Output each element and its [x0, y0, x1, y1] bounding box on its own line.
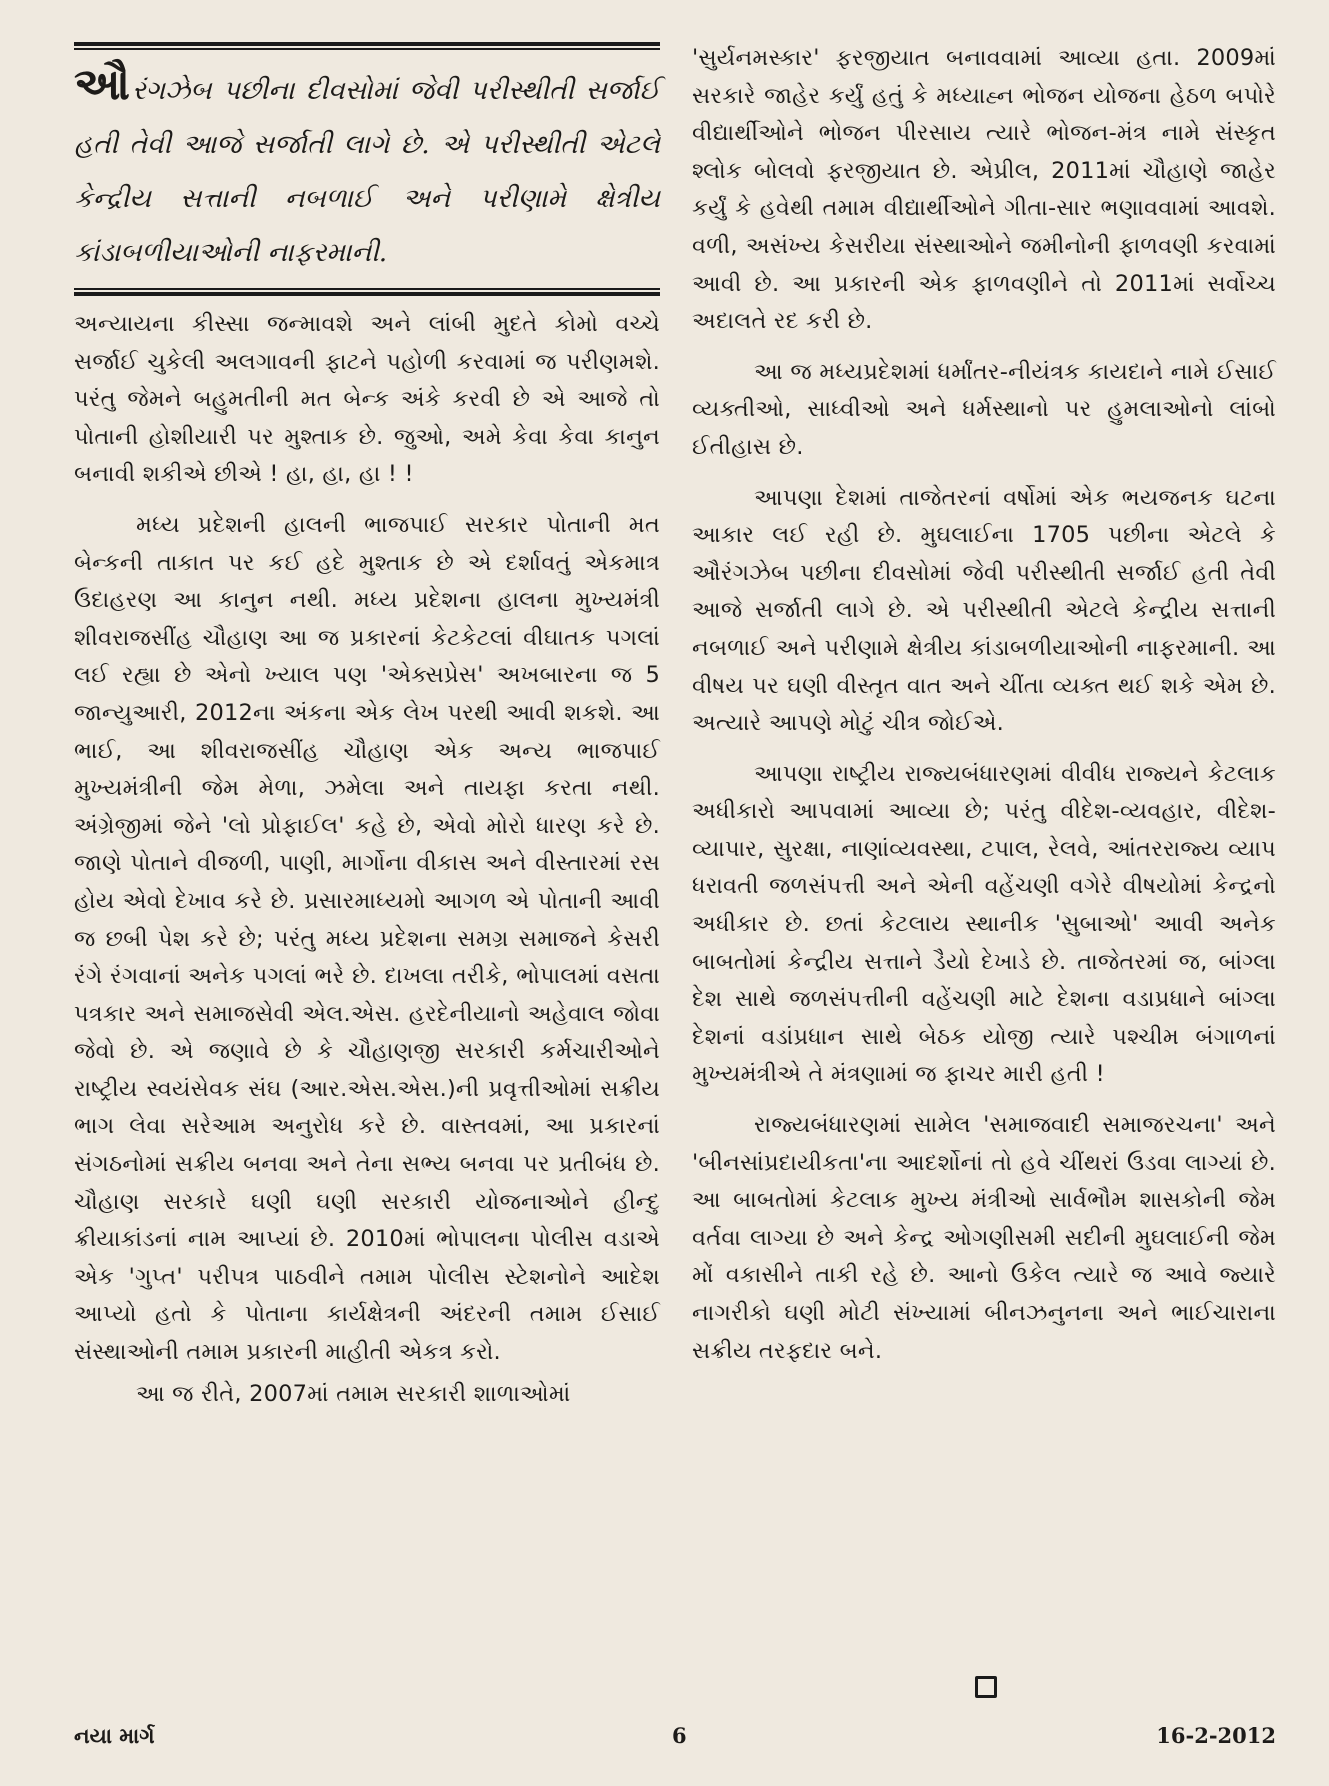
pull-quote-drop-cap: ઔ: [74, 59, 130, 110]
paragraph: અન્યાયના કીસ્સા જન્માવશે અને લાંબી મુદતે કોમો વચ્ચે સર્જાઈ ચુકેલી અલગાવની ફાટને પહોળી કરવામાં જ પરીણમશે. પરંતુ જેમને બહુમતીની મત બેન્ક અંકે કરવી છે એ આજે તો પોતાની હોશીયારી પર મુશ્તાક છે. જુઓ, અમે કેવા કેવા કાનુન બનાવી શકીએ છીએ ! હા, હા, હા ! !: [74, 311, 660, 488]
paragraph: આ જ રીતે, 2007માં તમામ સરકારી શાળાઓમાં: [136, 1380, 571, 1407]
page-footer: [74, 1723, 1276, 1753]
page-number: 6: [672, 1723, 687, 1748]
left-column-body: [74, 306, 660, 1413]
pull-quote-top-rule: [74, 42, 660, 46]
paragraph: આપણા રાષ્ટ્રીય રાજ્યબંધારણમાં વીવીધ રાજ્યને કેટલાક અધીકારો આપવામાં આવ્યા છે; પરંતુ વીદેશ-વ્યવહાર, વીદેશ-વ્યાપાર, સુરક્ષા, નાણાંવ્યવસ્થા, ટપાલ, રેલવે, આંતરરાજ્ય વ્યાપ ધરાવતી જળસંપત્તી અને એની વહેંચણી વગેરે વીષયોમાં કેન્દ્રનો અધીકાર છે. છતાં કેટલાય સ્થાનીક 'સુબાઓ' આવી અનેક બાબતોમાં કેન્દ્રીય સત્તાને ડૈયો દેખાડે છે. તાજેતરમાં જ, બાંગ્લા દેશ સાથે જળસંપત્તીની વહેંચણી માટે દેશના વડાપ્રધાને બાંગ્લા દેશનાં વડાંપ્રધાન સાથે બેઠક યોજી ત્યારે પશ્ચીમ બંગાળનાં મુખ્યમંત્રીએ તે મંત્રણામાં જ ફાચર મારી હતી !: [692, 760, 1276, 1088]
pull-quote-bottom-thin-rule: [74, 288, 660, 290]
pull-quote-top-thin-rule: [74, 48, 660, 50]
left-column: [74, 0, 660, 1786]
right-column: [692, 0, 1276, 1786]
issue-date: 16-2-2012: [1156, 1723, 1276, 1748]
publication-name: નયા માર્ગ: [74, 1723, 155, 1748]
right-column-body: [692, 40, 1276, 1370]
paragraph: 'સુર્યનમસ્કાર' ફરજીયાત બનાવવામાં આવ્યા હતા. 2009માં સરકારે જાહેર કર્યું હતું કે મધ્યાહ્ન ભોજન યોજના હેઠળ બપોરે વીદ્યાર્થીઓને ભોજન પીરસાય ત્યારે ભોજન-મંત્ર નામે સંસ્કૃત શ્લોક બોલવો ફરજીયાત છે. એપ્રીલ, 2011માં ચૌહાણે જાહેર કર્યું કે હવેથી તમામ વીદ્યાર્થીઓને ગીતા-સાર ભણાવવામાં આવશે. વળી, અસંખ્ય કેસરીયા સંસ્થાઓને જમીનોની ફાળવણી કરવામાં આવી છે. આ પ્રકારની એક ફાળવણીને તો 2011માં સર્વોચ્ચ અદાલતે રદ કરી છે.: [692, 45, 1276, 335]
pull-quote-text: [74, 59, 660, 280]
pull-quote: [74, 42, 660, 298]
paragraph: રાજ્યબંધારણમાં સામેલ 'સમાજવાદી સમાજરચના' અને 'બીનસાંપ્રદાયીકતા'ના આદર્શોનાં તો હવે ચીંથરાં ઉડવા લાગ્યાં છે. આ બાબતોમાં કેટલાક મુખ્ય મંત્રીઓ સાર્વભૌમ શાસકોની જેમ વર્તવા લાગ્યા છે અને કેન્દ્ર ઓગણીસમી સદીની મુઘલાઈની જેમ મોં વકાસીને તાકી રહે છે. આનો ઉકેલ ત્યારે જ આવે જ્યારે નાગરીકો ઘણી મોટી સંખ્યામાં બીનઝનુનના અને ભાઈચારાના સક્રીય તરફદાર બને.: [692, 1112, 1276, 1364]
pull-quote-bottom-rule: [74, 292, 660, 296]
paragraph: મધ્ય પ્રદેશની હાલની ભાજપાઈ સરકાર પોતાની મત બેન્કની તાકાત પર કઈ હદે મુશ્તાક છે એ દર્શાવતું એકમાત્ર ઉદાહરણ આ કાનુન નથી. મધ્ય પ્રદેશના હાલના મુખ્યમંત્રી શીવરાજસીંહ ચૌહાણ આ જ પ્રકારનાં કેટકેટલાં વીઘાતક પગલાં લઈ રહ્યા છે એનો ખ્યાલ પણ 'એક્સપ્રેસ' અખબારના જ 5 જાન્યુઆરી, 2012ના અંકના એક લેખ પરથી આવી શકશે. આ ભાઈ, આ શીવરાજસીંહ ચૌહાણ એક અન્ય ભાજપાઈ મુખ્યમંત્રીની જેમ મેળા, ઝમેલા અને તાયફા કરતા નથી. અંગ્રેજીમાં જેને 'લો પ્રોફાઈલ' કહે છે, એવો મોરો ધારણ કરે છે. જાણે પોતાને વીજળી, પાણી, માર્ગોના વીકાસ અને વીસ્તારમાં રસ હોય એવો દેખાવ કરે છે. પ્રસારમાધ્યમો આગળ એ પોતાની આવી જ છબી પેશ કરે છે; પરંતુ મધ્ય પ્રદેશના સમગ્ર સમાજને કેસરી રંગે રંગવાનાં અનેક પગલાં ભરે છે. દાખલા તરીકે, ભોપાલમાં વસતા પત્રકાર અને સમાજસેવી એલ.એસ. હરદેનીયાનો અહેવાલ જોવા જેવો છે. એ જણાવે છે કે ચૌહાણજી સરકારી કર્મચારીઓને રાષ્ટ્રીય સ્વયંસેવક સંઘ (આર.એસ.એસ.)ની પ્રવૃત્તીઓમાં સક્રીય ભાગ લેવા સરેઆમ અનુરોધ કરે છે. વાસ્તવમાં, આ પ્રકારનાં સંગઠનોમાં સક્રીય બનવા અને તેના સભ્ય બનવા પર પ્રતીબંધ છે. ચૌહાણ સરકારે ઘણી ઘણી સરકારી યોજનાઓને હીન્દુ ક્રીયાકાંડનાં નામ આપ્યાં છે. 2010માં ભોપાલના પોલીસ વડાએ એક 'ગુપ્ત' પરીપત્ર પાઠવીને તમામ પોલીસ સ્ટેશનોને આદેશ આપ્યો હતો કે પોતાના કાર્યક્ષેત્રની અંદરની તમામ ઈસાઈ સંસ્થાઓની તમામ પ્રકારની માહીતી એકત્ર કરો.: [74, 511, 660, 1366]
end-of-article-square-icon: [975, 1676, 997, 1698]
pull-quote-body: રંગઝેબ પછીના દીવસોમાં જેવી પરીસ્થીતી સર્જાઈ હતી તેવી આજે સર્જાતી લાગે છે. એ પરીસ્થીતી એટલે કેન્દ્રીય સત્તાની નબળાઈ અને પરીણામે ક્ષેત્રીય કાંડાબળીયાઓની નાફરમાની.: [74, 75, 660, 268]
paragraph: આપણા દેશમાં તાજેતરનાં વર્ષોમાં એક ભયજનક ઘટના આકાર લઈ રહી છે. મુઘલાઈના 1705 પછીના એટલે કે ઔરંગઝેબ પછીના દીવસોમાં જેવી પરીસ્થીતી સર્જાઈ હતી તેવી આજે સર્જાતી લાગે છે. એ પરીસ્થીતી એટલે કેન્દ્રીય સત્તાની નબળાઈ અને પરીણામે ક્ષેત્રીય કાંડાબળીયાઓની નાફરમાની. આ વીષય પર ઘણી વીસ્તૃત વાત અને ચીંતા વ્યક્ત થઈ શકે એમ છે. અત્યારે આપણે મોટું ચીત્ર જોઈએ.: [692, 484, 1276, 737]
paragraph: આ જ મધ્યપ્રદેશમાં ધર્માંતર-નીયંત્રક કાયદાને નામે ઈસાઈ વ્યક્તીઓ, સાધ્વીઓ અને ધર્મસ્થાનો પર હુમલાઓનો લાંબો ઈતીહાસ છે.: [692, 358, 1276, 460]
